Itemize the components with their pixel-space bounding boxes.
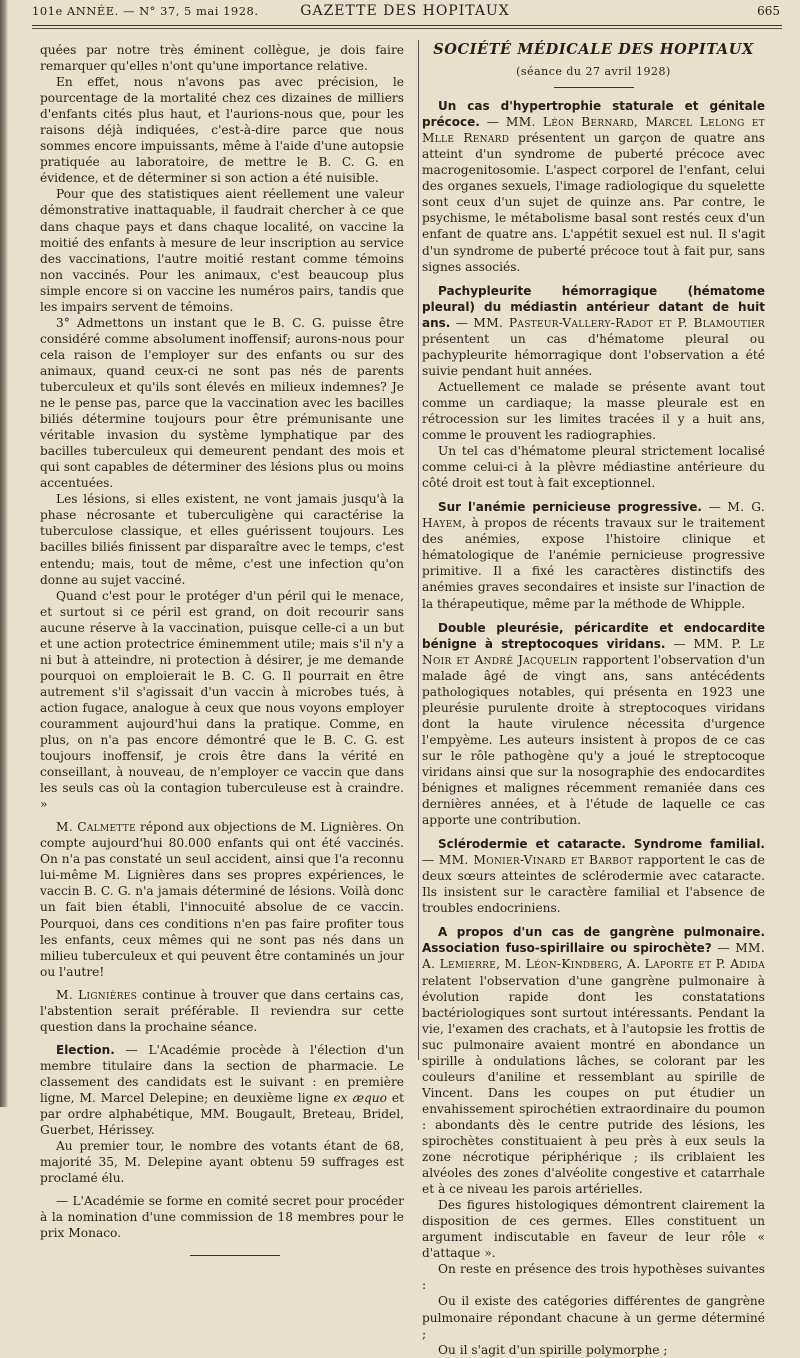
running-header xyxy=(20,0,790,24)
speaker-name: M. Lignières xyxy=(56,987,138,1002)
paragraph: Ou il s'agit d'un spirille polymorphe ; xyxy=(438,1342,668,1357)
title-rule xyxy=(554,87,634,88)
header-rule xyxy=(32,25,782,29)
article-title: Pachypleurite hémorragique (hématome pleural) du médiastin antérieur datant de huit ans. xyxy=(422,283,765,330)
article-authors: MM. Léon Bernard, Marcel Lelong et Mlle Renard xyxy=(422,115,765,146)
speaker-name: M. Calmette xyxy=(56,820,136,835)
article: Pachypleurite hémorragique (hématome pleural) du médiastin antérieur datant de huit ans. — MM. Pasteur-Vallery-Radot et P. Blamoutier présentent un cas d'hématome pleural ou pachypleurite hémorragique dont l'observation a été suivie pendant huit années. xyxy=(422,283,765,378)
paragraph: Ou il existe des catégories différentes de gangrène pulmonaire répondant chacune à un germe déterminé ; xyxy=(422,1294,765,1341)
article-title: A propos d'un cas de gangrène pulmonaire. Association fuso-spirillaire ou spirochète? xyxy=(422,925,765,956)
paragraph: — L'Académie se forme en comité secret pour procéder à la nomination d'une commission de 18 membres pour le prix Monaco. xyxy=(40,1194,404,1241)
paragraph: Un tel cas d'hématome pleural strictement localisé comme celui-ci à la plèvre médiastine antérieure du côté droit est tout à fait exceptionnel. xyxy=(422,444,765,491)
end-rule xyxy=(190,1255,280,1256)
journal-title: GAZETTE DES HOPITAUX xyxy=(300,3,510,19)
article-authors: MM. Pasteur-Vallery-Radot et P. Blamoutier xyxy=(473,315,765,330)
society-title: SOCIÉTÉ MÉDICALE DES HOPITAUX xyxy=(433,41,754,58)
paragraph: Election. — L'Académie procède à l'élection d'un membre titulaire dans la section de pharmacie. Le classement des candidats est le suivant : en première ligne, M. Marcel Delepine; en deuxième ligne ex æquo et par ordre alphabétique, MM. Bougault, Breteau, Bridel, Guerbet, Hérissey. xyxy=(40,1042,405,1138)
article: Sur l'anémie pernicieuse progressive. — M. G. Hayem, à propos de récents travaux sur le traitement des anémies, expose l'histoire clinique et hématologique de l'anémie pernicieuse progressive primitive. Il a fixé les caractères distinctifs des anémies graves secondaires et insiste sur l'inaction de la thérapeutique, même par la méthode de Whipple. xyxy=(422,500,766,611)
paragraph: Pour que des statistiques aient réellement une valeur démonstrative inattaquable, il faudrait chercher à ce que dans chaque pays et dans chaque localité, on vaccine la moitié des enfants à mesure de leur inscription au service des vaccinations, l'autre moitié restant comme témoins non vaccinés. Pour les animaux, c'est beaucoup plus simple encore si on vaccine les numéros pairs, tandis que les impairs servent de témoins. xyxy=(40,187,404,314)
paragraph: M. Lignières continue à trouver que dans certains cas, l'abstention serait préférable. Il reviendra sur cette question dans la prochaine séance. xyxy=(40,987,404,1034)
paragraph: Actuellement ce malade se présente avant tout comme un cardiaque; la masse pleurale est en rétrocession sur les limites tracées il y a huit ans, comme le prouvent les radiographies. xyxy=(422,379,765,443)
paragraph: Des figures histologiques démontrent clairement la disposition de ces germes. Elles constituent un argument indiscutable en faveur de leur rôle « d'attaque ». xyxy=(422,1198,765,1261)
paragraph: 3° Admettons un instant que le B. C. G. puisse être considéré comme absolument inoffensif; aurons-nous pour cela raison de l'employer sur des enfants ou sur des animaux, quand ceux-ci ne sont pas nés de parents tuberculeux et qu'ils sont élevés en milieux indemnes? Je ne le pense pas, parce que la vaccination avec les bacilles biliés détermine toujours pour être prémunisante une véritable invasion du système lymphatique par des bacilles tuberculeux qui demeurent pendant des mois et qui sont capables de déterminer des lésions plus ou moins accentuées. xyxy=(40,315,404,491)
session-date: (séance du 27 avril 1928) xyxy=(516,65,671,79)
article-title: Sur l'anémie pernicieuse progressive. xyxy=(438,500,702,515)
column-divider xyxy=(418,40,419,1060)
paragraph: On reste en présence des trois hypothèses suivantes : xyxy=(422,1262,765,1293)
article: A propos d'un cas de gangrène pulmonaire. Association fuso-spirillaire ou spirochète? — MM. A. Lemierre, M. Léon-Kindberg, A. Laporte et P. Adida relatent l'observation d'une gangrène pulmonaire à évolution rapide dont les constatations bactériologiques sont surtout intéressants. Pendant la vie, l'examen des crachats, et à l'autopsie les frottis de suc pulmonaire avaient montré en abondance un spirille à ondulations lâches, se colorant par les couleurs d'aniline et ressemblant au spirille de Vincent. Dans les coupes on put étudier un envahissement spirochétien extraordinaire du poumon : abondants dès le centre putride des lésions, les spirochètes constituaient à peu près à eux seuls la zone nécrotique périphérique ; ils criblaient les alvéoles des zones d'alvéolite congestive et catarrhale et à ce niveau les parois artérielles. xyxy=(422,925,765,1197)
paragraph: M. Calmette répond aux objections de M. Lignières. On compte aujourd'hui 80.000 enfants qui ont été vaccinés. On n'a pas constaté un seul accident, ainsi que l'a reconnu lui-même M. Lignières dans ses propres expériences, le vaccin B. C. G. n'a jamais déterminé de lésions. Voilà donc un fait bien établi, l'innocuité absolue de ce vaccin. Pourquoi, dans ces conditions n'en pas faire profiter tous les enfants, ceux mêmes qui ne sont pas nés dans un milieu tuberculeux et qui peuvent être contaminés un jour ou l'autre! xyxy=(40,820,404,979)
article: Sclérodermie et cataracte. Syndrome familial. — MM. Monier-Vinard et Barbot rapportent le cas de deux sœurs atteintes de sclérodermie avec cataracte. Ils insistent sur le caractère familial et l'absence de troubles endocriniens. xyxy=(422,837,766,916)
article-authors: M. G. Hayem xyxy=(422,500,766,531)
paragraph: Au premier tour, le nombre des votants étant de 68, majorité 35, M. Delepine ayant obtenu 59 suffrages est proclamé élu. xyxy=(40,1139,404,1186)
paragraph: Quand c'est pour le protéger d'un péril qui le menace, et surtout si ce péril est grand, on doit recourir sans aucune réserve à la vaccination, puisque celle-ci a un but et une action protectrice éminemment utile; mais s'il n'y a ni but à atteindre, ni protection à désirer, je me demande pourquoi on emploierait le B. C. G. Il pourrait en être autrement s'il s'agissait d'un vaccin à microbes tués, à action fugace, analogue à ceux que nous voyons employer couramment aujourd'hui dans la pratique. Comme, en plus, on n'a pas encore démontré que le B. C. G. est toujours inoffensif, je crois être dans la vérité en conseillant, à nouveau, de n'employer ce vaccin que dans les seuls cas où la contagion tuberculeuse est à craindre. » xyxy=(40,588,404,812)
section-heading: Election. xyxy=(56,1042,115,1057)
article-title: Un cas d'hypertrophie staturale et génitale précoce. xyxy=(422,99,765,130)
right-column xyxy=(422,42,765,1358)
article: Un cas d'hypertrophie staturale et génitale précoce. — MM. Léon Bernard, Marcel Lelong et Mlle Renard présentent un garçon de quatre ans atteint d'un syndrome de puberté précoce avec macrogenitosomie. L'aspect corporel de l'enfant, celui des organes sexuels, l'image radiologique du squelette sont ceux d'un sujet de quinze ans. Par contre, le psychisme, le métabolisme basal sont restés ceux d'un enfant de quatre ans. L'appétit sexuel est nul. Il s'agit d'un syndrome de puberté précoce tout à fait pur, sans signes associés. xyxy=(422,99,765,274)
article-authors: MM. P. Le Noir et André Jacquelin xyxy=(422,636,765,667)
article-authors: MM. A. Lemierre, M. Léon-Kindberg, A. Laporte et P. Adida xyxy=(422,941,765,972)
paragraph: Les lésions, si elles existent, ne vont jamais jusqu'à la phase nécrosante et tuberculigène qui caractérise la tuberculose classique, et elles guérissent toujours. Les bacilles biliés finissent par disparaître avec le temps, c'est entendu; mais, tout de même, c'est une infection qu'on donne au sujet vacciné. xyxy=(40,492,404,587)
page-number: 665 xyxy=(757,4,780,18)
issue-info: 101e ANNÉE. — N° 37, 5 mai 1928. xyxy=(32,4,259,18)
article-authors: MM. Monier-Vinard et Barbot xyxy=(438,853,634,868)
article: Double pleurésie, péricardite et endocardite bénigne à streptocoques viridans. — MM. P. Le Noir et André Jacquelin rapportent l'observation d'un malade âgé de vingt ans, sans antécédents pathologiques notables, qui présenta en 1923 une pleurésie purulente droite à streptocoques viridans dont la haute virulence nécessita d'urgence l'empyème. Les auteurs insistent à propos de ce cas sur le rôle pathogène qu'y a joué le streptocoque viridans ainsi que sur la nosographie des endocardites bénignes et malignes récemment remaniée dans ces dernières années, et à l'étude de laquelle ce cas apporte une contribution. xyxy=(422,620,765,828)
paragraph: quées par notre très éminent collègue, je dois faire remarquer qu'elles n'ont qu'une importance relative. xyxy=(40,43,404,74)
binding-edge xyxy=(0,0,8,1107)
article-title: Sclérodermie et cataracte. Syndrome familial. xyxy=(438,837,765,852)
paragraph: En effet, nous n'avons pas avec précision, le pourcentage de la mortalité chez ces dizaines de milliers d'enfants cités plus haut, et l'aurions-nous que, pour les raisons déjà indiquées, c'est-à-dire parce que nous sommes encore impuissants, même à l'aide d'une autopsie pratiquée au laboratoire, de mettre le B. C. G. en évidence, et de déterminer si son action a été nuisible. xyxy=(40,75,404,186)
left-column xyxy=(40,42,404,1256)
article-title: Double pleurésie, péricardite et endocardite bénigne à streptocoques viridans. xyxy=(422,620,765,651)
